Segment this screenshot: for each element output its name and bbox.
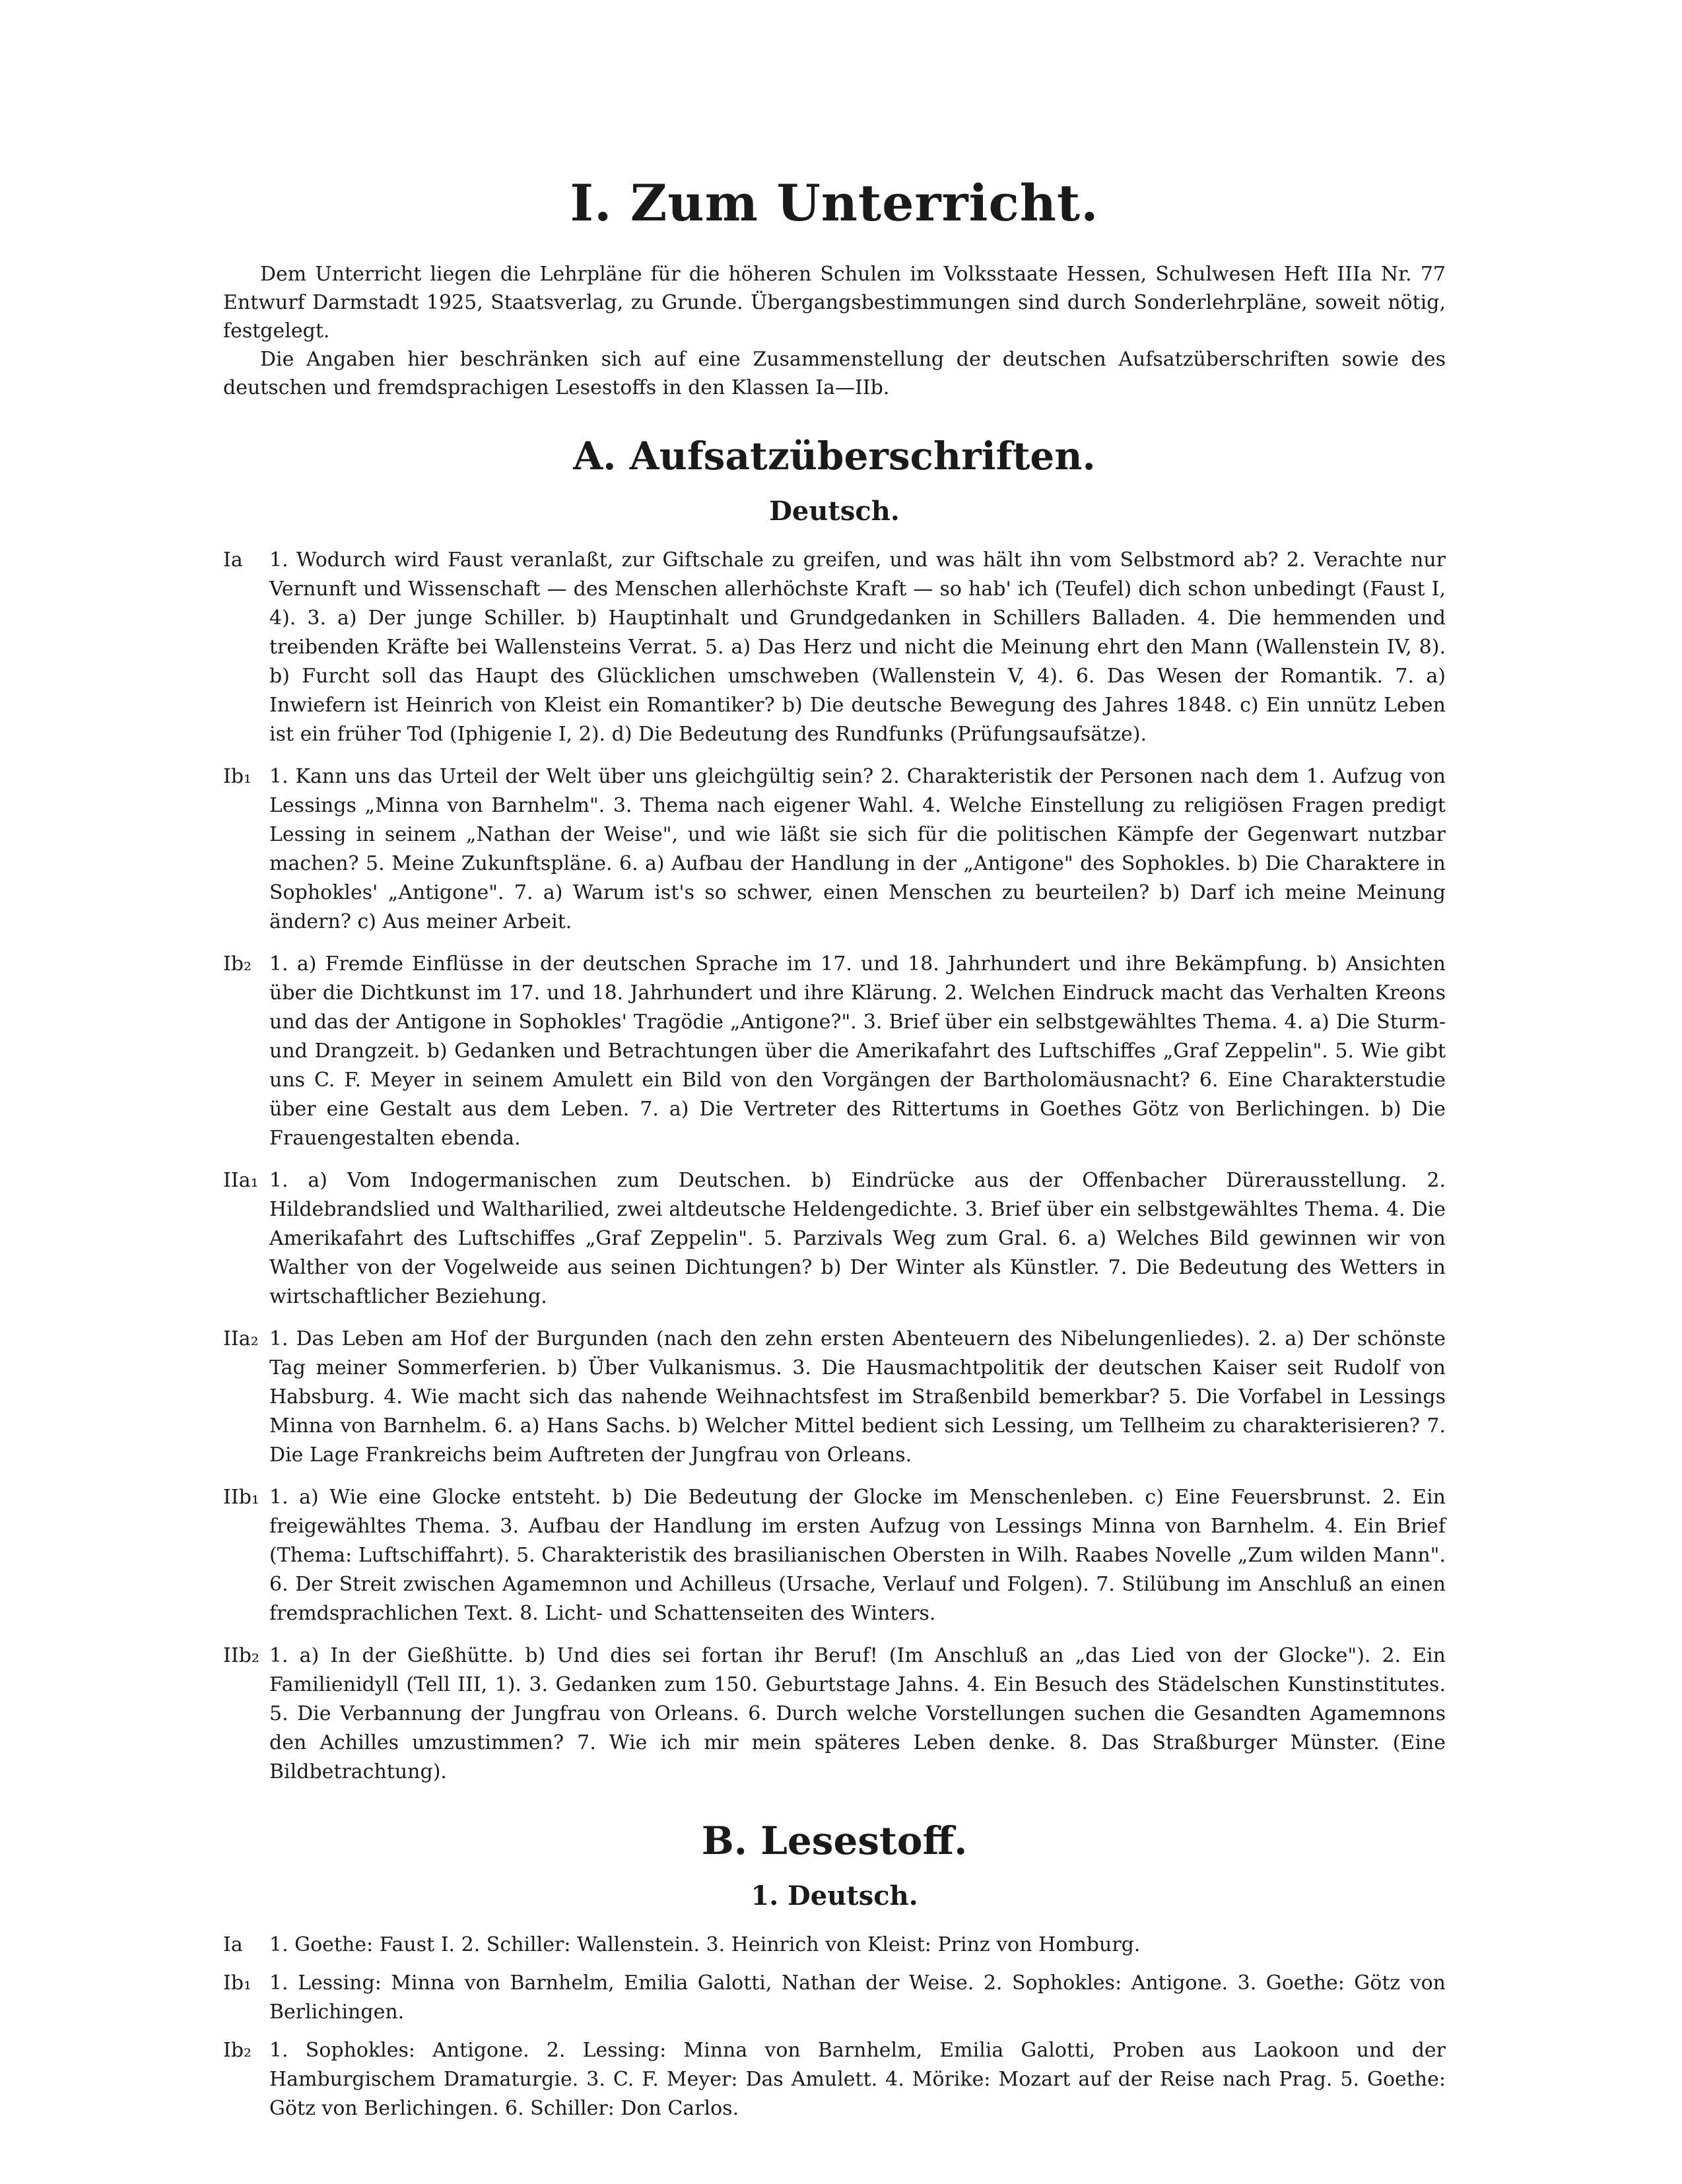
section-b-subtitle: 1. Deutsch. (751, 1880, 918, 1911)
class-entry (223, 950, 1446, 1153)
class-entry (223, 762, 1446, 937)
class-label: Ib₂ (223, 952, 252, 976)
class-label: Ib₂ (223, 2039, 252, 2062)
page-content (223, 170, 1446, 2133)
class-entry (223, 1931, 1446, 1960)
class-entry-text: 1. Goethe: Faust I. 2. Schiller: Wallenstein. 3. Heinrich von Kleist: Prinz von Homburg. (269, 1933, 1141, 1956)
intro-text (223, 260, 1446, 402)
class-label: IIb₁ (223, 1486, 259, 1509)
class-entry (223, 1325, 1446, 1470)
class-entry (223, 2036, 1446, 2123)
intro-paragraph: Dem Unterricht liegen die Lehrpläne für die höheren Schulen im Volksstaate Hessen, Schulwesen Heft IIIa Nr. 77 Entwurf Darmstadt 1925, Staatsverlag, zu Grunde. Übergangsbestimmungen sind durch Sonderlehrpläne, soweit nötig, festgelegt. (223, 263, 1446, 343)
class-label: IIa₂ (223, 1327, 259, 1350)
class-entry (223, 1641, 1446, 1787)
class-entry-text: 1. Lessing: Minna von Barnhelm, Emilia Galotti, Nathan der Weise. 2. Sophokles: Antigone. 3. Goethe: Götz von Berlichingen. (269, 1971, 1446, 2024)
intro-paragraph: Die Angaben hier beschränken sich auf eine Zusammenstellung der deutschen Aufsatzüberschriften sowie des deutschen und fremdsprachigen Lesestoffs in den Klassen Ia—IIb. (223, 348, 1446, 399)
class-entry-text: 1. a) Wie eine Glocke entsteht. b) Die Bedeutung der Glocke im Menschenleben. c) Eine Feuersbrunst. 2. Ein freigewähltes Thema. 3. Aufbau der Handlung im ersten Aufzug von Lessings Minna von Barnhelm. 4. Ein Brief (Thema: Luftschiffahrt). 5. Charakteristik des brasilianischen Obersten in Wilh. Raabes Novelle „Zum wilden Mann". 6. Der Streit zwischen Agamemnon und Achilleus (Ursache, Verlauf und Folgen). 7. Stilübung im Anschluß an einen fremdsprachlichen Text. 8. Licht- und Schattenseiten des Winters. (269, 1486, 1446, 1625)
reading-list (223, 1931, 1446, 2123)
class-entry-text: 1. a) Vom Indogermanischen zum Deutschen. b) Eindrücke aus der Offenbacher Dürerausstellung. 2. Hildebrandslied und Waltharilied, zwei altdeutsche Heldengedichte. 3. Brief über ein selbstgewähltes Thema. 4. Die Amerikafahrt des Luftschiffes „Graf Zeppelin". 5. Parzivals Weg zum Gral. 6. a) Welches Bild gewinnen wir von Walther von der Vogelweide aus seinen Dichtungen? b) Der Winter als Künstler. 7. Die Bedeutung des Wetters in wirtschaftlicher Beziehung. (269, 1169, 1446, 1308)
class-label: IIb₂ (223, 1644, 259, 1667)
class-entry-text: 1. Kann uns das Urteil der Welt über uns gleichgültig sein? 2. Charakteristik der Personen nach dem 1. Aufzug von Lessings „Minna von Barnhelm". 3. Thema nach eigener Wahl. 4. Welche Einstellung zu religiösen Fragen predigt Lessing in seinem „Nathan der Weise", und wie läßt sie sich für die politischen Kämpfe der Gegenwart nutzbar machen? 5. Meine Zukunftspläne. 6. a) Aufbau der Handlung in der „Antigone" des Sophokles. b) Die Charaktere in Sophokles' „Antigone". 7. a) Warum ist's so schwer, einen Menschen zu beurteilen? b) Darf ich meine Meinung ändern? c) Aus meiner Arbeit. (269, 765, 1446, 933)
essay-topics-list (223, 546, 1446, 1787)
section-a-title: A. Aufsatzüberschriften. (573, 434, 1096, 479)
class-label: Ia (223, 1933, 243, 1956)
class-entry-text: 1. Das Leben am Hof der Burgunden (nach den zehn ersten Abenteuern des Nibelungenliedes). 2. a) Der schönste Tag meiner Sommerferien. b) Über Vulkanismus. 3. Die Hausmachtpolitik der deutschen Kaiser seit Rudolf von Habsburg. 4. Wie macht sich das nahende Weihnachtsfest im Straßenbild bemerkbar? 5. Die Vorfabel in Lessings Minna von Barnhelm. 6. a) Hans Sachs. b) Welcher Mittel bedient sich Lessing, um Tellheim zu charakterisieren? 7. Die Lage Frankreichs beim Auftreten der Jungfrau von Orleans. (269, 1327, 1446, 1467)
section-b-title: B. Lesestoff. (701, 1818, 968, 1863)
section-a-subtitle: Deutsch. (769, 496, 900, 527)
class-entry (223, 1166, 1446, 1311)
class-entry-text: 1. a) In der Gießhütte. b) Und dies sei fortan ihr Beruf! (Im Anschluß an „das Lied von der Glocke"). 2. Ein Familienidyll (Tell III, 1). 3. Gedanken zum 150. Geburtstage Jahns. 4. Ein Besuch des Städelschen Kunstinstitutes. 5. Die Verbannung der Jungfrau von Orleans. 6. Durch welche Vorstellungen suchen die Gesandten Agamemnons den Achilles umzustimmen? 7. Wie ich mir mein späteres Leben denke. 8. Das Straßburger Münster. (Eine Bildbetrachtung). (269, 1644, 1446, 1783)
class-entry-text: 1. Wodurch wird Faust veranlaßt, zur Giftschale zu greifen, und was hält ihn vom Selbstmord ab? 2. Verachte nur Vernunft und Wissenschaft — des Menschen allerhöchste Kraft — so hab' ich (Teufel) dich schon unbedingt (Faust I, 4). 3. a) Der junge Schiller. b) Hauptinhalt und Grundgedanken in Schillers Balladen. 4. Die hemmenden und treibenden Kräfte bei Wallensteins Verrat. 5. a) Das Herz und nicht die Meinung ehrt den Mann (Wallenstein IV, 8). b) Furcht soll das Haupt des Glücklichen umschweben (Wallenstein V, 4). 6. Das Wesen der Romantik. 7. a) Inwiefern ist Heinrich von Kleist ein Romantiker? b) Die deutsche Bewegung des Jahres 1848. c) Ein unnütz Leben ist ein früher Tod (Iphigenie I, 2). d) Die Bedeutung des Rundfunks (Prüfungsaufsätze). (269, 548, 1446, 746)
class-entry-text: 1. a) Fremde Einflüsse in der deutschen Sprache im 17. und 18. Jahrhundert und ihre Bekämpfung. b) Ansichten über die Dichtkunst im 17. und 18. Jahrhundert und ihre Klärung. 2. Welchen Eindruck macht das Verhalten Kreons und das der Antigone in Sophokles' Tragödie „Antigone?". 3. Brief über ein selbstgewähltes Thema. 4. a) Die Sturm- und Drangzeit. b) Gedanken und Betrachtungen über die Amerikafahrt des Luftschiffes „Graf Zeppelin". 5. Wie gibt uns C. F. Meyer in seinem Amulett ein Bild von den Vorgängen der Bartholomäusnacht? 6. Eine Charakterstudie über eine Gestalt aus dem Leben. 7. a) Die Vertreter des Rittertums in Goethes Götz von Berlichingen. b) Die Frauengestalten ebenda. (269, 952, 1446, 1150)
class-entry-text: 1. Sophokles: Antigone. 2. Lessing: Minna von Barnhelm, Emilia Galotti, Proben aus Laokoon und der Hamburgischem Dramaturgie. 3. C. F. Meyer: Das Amulett. 4. Mörike: Mozart auf der Reise nach Prag. 5. Goethe: Götz von Berlichingen. 6. Schiller: Don Carlos. (269, 2039, 1446, 2120)
class-entry (223, 1969, 1446, 2027)
class-label: Ib₁ (223, 765, 252, 788)
class-label: IIa₁ (223, 1169, 259, 1192)
class-entry (223, 546, 1446, 749)
class-entry (223, 1483, 1446, 1628)
class-label: Ia (223, 548, 243, 572)
class-label: Ib₁ (223, 1971, 252, 1995)
page-title: I. Zum Unterricht. (570, 174, 1099, 232)
